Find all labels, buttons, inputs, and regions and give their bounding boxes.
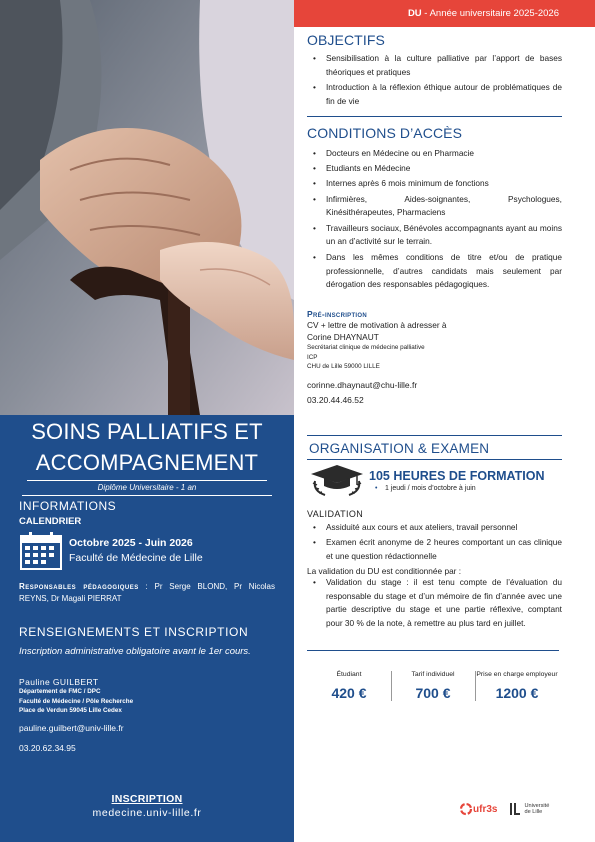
subtitle: Diplôme Universitaire - 1 an [97,483,197,492]
universite-lille-mark-icon [509,802,521,816]
price-label: Tarif individuel [411,670,455,678]
hero-photo [0,0,294,415]
graduation-cap-icon [307,463,367,497]
prices-divider [307,650,559,651]
section-divider [307,435,562,436]
renseignements-section [19,625,275,753]
contact-faculty: Faculté de Médecine / Pôle Recherche [19,697,134,705]
preinscription-contact-name: Corine DHAYNAUT [307,332,379,342]
responsables [19,581,275,605]
stage-list [307,576,562,631]
ufr3s-mark-icon [459,802,473,816]
price-employer [475,657,559,701]
price-label: Prise en charge employeur [476,670,558,678]
list-item: • Travailleurs sociaux, Bénévoles accompagnants ayant au moins un an d’activité sur le terrain. [307,222,562,250]
preinscription-address: CHU de Lille 59000 LILLE [307,363,380,370]
list-item: • Infirmières, Aides-soignantes, Psychologues, Kinésithérapeutes, Pharmaciens [307,193,562,221]
subtitle-divider [22,495,272,496]
universite-line2: de Lille [524,809,543,815]
preinscription-phone: 03.20.44.46.52 [307,394,364,405]
list-item: • Sensibilisation à la culture palliative par l’apport de bases théoriques et pratiques [307,52,562,80]
inscription-url-link[interactable]: medecine.univ-lille.fr [92,807,202,819]
hours-text [369,469,545,492]
preinscription-instructions: CV + lettre de motivation à adresser à [307,320,447,330]
list-item: • Etudiants en Médecine [307,162,562,176]
validation-heading: VALIDATION [307,509,364,519]
calendar-row [19,531,275,571]
contact-address: Place de Verdun 59045 Lille Cedex [19,707,122,714]
contact-name: Pauline GUILBERT [19,677,99,687]
prices-row [307,657,559,701]
ufr3s-logo [459,802,497,816]
objectifs-list [307,52,562,109]
contact-phone: 03.20.62.34.95 [19,742,76,753]
contact-email-link[interactable]: pauline.guilbert@univ-lille.fr [19,722,124,733]
section-divider [307,459,562,460]
organisation-heading: ORGANISATION & EXAMEN [309,441,490,456]
list-item: • Validation du stage : il est tenu compte de l’évaluation du responsable du stage et d’un mémoire de fin d’année avec une partie descriptive du stage et une partie réflexive, comptant pour 30 % de la note, à remettre au plus tard en juillet. [307,576,562,631]
main-title-line1: SOINS PALLIATIFS ET [31,419,263,444]
hours-row [307,463,562,497]
validation-list [307,521,562,564]
hours-detail: • 1 jeudi / mois d’octobre à juin [385,485,545,492]
responsables-label: Responsables pédagogiques [19,582,139,591]
price-individual [391,657,475,701]
preinscription-service: Secrétariat clinique de médecine palliative [307,344,425,351]
calendar-place: Faculté de Médecine de Lille [69,552,203,564]
universite-lille-text [524,803,549,816]
logos [459,798,579,820]
preinscription-unit: ICP [307,353,318,361]
title-block [0,415,294,496]
validation-intro: La validation du DU est conditionnée par : [307,565,462,576]
calendar-text [69,536,203,566]
preinscription-email-link[interactable]: corinne.dhaynaut@chu-lille.fr [307,379,418,390]
informations-heading: INFORMATIONS [19,499,117,513]
contact-department: Département de FMC / DPC [19,688,101,695]
conditions-list [307,147,562,292]
preinscription-heading: Pré-inscription [307,309,368,319]
universite-lille-logo [509,802,549,816]
universite-line1: Université [524,802,550,809]
price-value: 700 € [415,685,451,701]
informations-section [19,499,275,605]
list-item: • Assiduité aux cours et aux ateliers, travail personnel [307,521,562,535]
inscription-link[interactable]: INSCRIPTION [111,793,183,805]
renseignements-heading: RENSEIGNEMENTS ET INSCRIPTION [19,625,249,639]
renseignements-text: Inscription administrative obligatoire avant le 1er cours. [19,646,251,657]
responsables-names: : Pr Serge BLOND, Pr Nicolas REYNS, Dr Magali PIERRAT [19,582,276,603]
objectifs-heading: OBJECTIFS [307,32,385,48]
banner-prefix: DU [407,8,422,19]
price-value: 1200 € [495,685,539,701]
list-item: • Examen écrit anonyme de 2 heures comportant un cas clinique et une question rédactionnelle [307,536,562,564]
list-item: • Dans les mêmes conditions de titre et/ou de pratique professionnelle, d’autres candidats mais seulement par dérogation des responsables pédagogiques. [307,251,562,292]
calendar-icon [19,531,63,571]
prices-table [307,650,559,701]
ufr3s-text: ufr3s [473,803,498,815]
organisation-section [307,432,562,631]
calendar-heading: CALENDRIER [19,516,82,527]
top-banner [294,0,595,27]
price-value: 420 € [331,685,367,701]
inscription-block [0,793,294,819]
section-divider [307,116,562,117]
conditions-heading: CONDITIONS D’ACCÈS [307,124,463,141]
list-item: • Internes après 6 mois minimum de fonctions [307,177,562,191]
price-label: Étudiant [336,670,362,678]
main-title-line2: ACCOMPAGNEMENT [35,450,259,475]
preinscription-section [307,309,557,405]
banner-year: - Année universitaire 2025-2026 [421,8,559,19]
right-column [307,32,562,292]
title-divider [27,480,267,481]
left-column [0,0,294,842]
hours-heading: 105 HEURES DE FORMATION [369,468,545,483]
list-item: • Docteurs en Médecine ou en Pharmacie [307,147,562,161]
contact-block [19,677,275,753]
list-item: • Introduction à la réflexion éthique autour de problématiques de fin de vie [307,81,562,109]
calendar-dates: Octobre 2025 - Juin 2026 [69,537,193,549]
price-student [307,657,391,701]
